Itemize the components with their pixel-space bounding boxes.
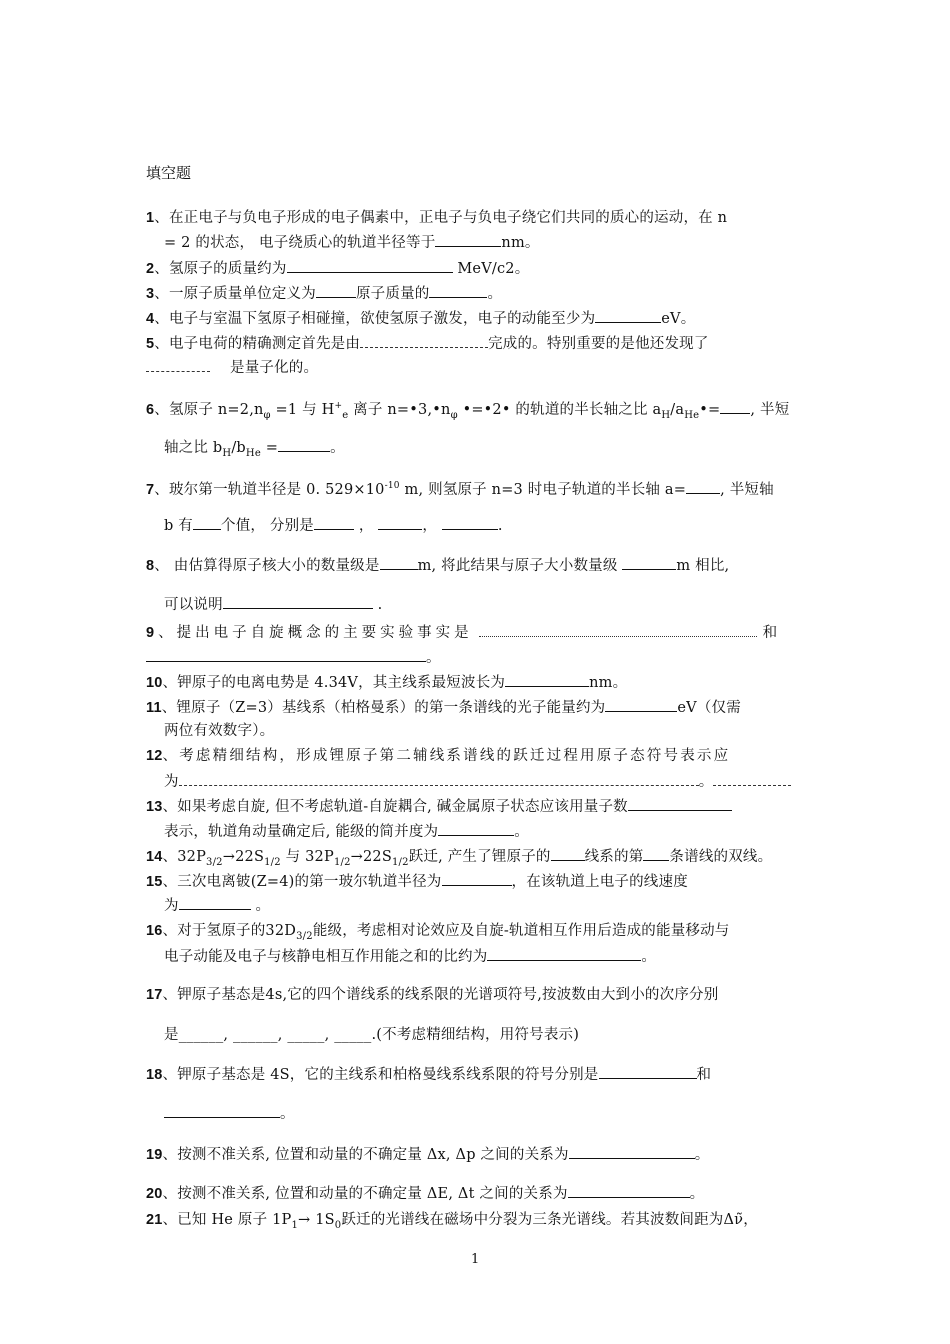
blank[interactable] — [442, 515, 498, 530]
question-6-cont: 轴之比 $b_H/b_{He}$ = 。 — [164, 437, 345, 464]
page-number: 1 — [471, 1252, 480, 1267]
question-5-cont: 是量子化的。 — [146, 357, 318, 378]
blank[interactable] — [314, 515, 354, 530]
question-1-cont: = 2 的状态， 电子绕质心的轨道半径等于 nm。 — [164, 232, 540, 253]
question-15-cont: 为 。 — [164, 895, 270, 916]
question-14: 14、$32P_{3/2}\to 22S_{1/2}$ 与 $32P_{1/2}\to 22S_{1/2}$跃迁, 产生了锂原子的 线系的第 条谱线的双线。 — [146, 846, 772, 873]
blank[interactable] — [146, 647, 426, 662]
blank[interactable] — [378, 515, 422, 530]
question-3: 3、一原子质量单位定义为 原子质量的 。 — [146, 283, 502, 304]
question-10: 10、钾原子的电离电势是 4.34V，其主线系最短波长为 nm。 — [146, 672, 627, 693]
question-17: 17、钾原子基态是4s,它的四个谱线系的线系限的光谱项符号,按波数由大到小的次序分别 — [146, 987, 719, 1003]
question-15: 15、三次电离铍(Z=4)的第一玻尔轨道半径为 ，在该轨道上电子的线速度 — [146, 871, 688, 892]
blank[interactable] — [316, 283, 356, 298]
blank[interactable] — [429, 283, 487, 298]
blank[interactable] — [720, 399, 750, 414]
question-18: 18、钾原子基态是 4S，它的主线系和柏格曼线系线系限的符号分别是 和 — [146, 1064, 711, 1085]
blank[interactable] — [479, 622, 757, 637]
blank[interactable] — [380, 555, 418, 570]
question-20: 20、按测不准关系, 位置和动量的不确定量 ΔE, Δt 之间的关系为 。 — [146, 1183, 704, 1204]
question-7-cont: b 有 个值， 分别是 ， ， . — [164, 515, 503, 536]
question-11: 11、锂原子（Z=3）基线系（柏格曼系）的第一条谱线的光子能量约为 eV（仅需 — [146, 697, 741, 718]
blank[interactable] — [179, 771, 699, 786]
question-13: 13、如果考虑自旋, 但不考虑轨道-自旋耦合, 碱金属原子状态应该用量子数 — [146, 796, 732, 817]
blank[interactable] — [568, 1183, 690, 1198]
blank[interactable] — [179, 895, 251, 910]
question-19: 19、按测不准关系, 位置和动量的不确定量 Δx, Δp 之间的关系为 。 — [146, 1144, 709, 1165]
question-8-cont: 可以说明 . — [164, 594, 382, 615]
blank[interactable] — [146, 357, 210, 372]
question-17-cont: 是______, ______, _____, _____.(不考虑精细结构，用符号表示) — [164, 1027, 580, 1043]
question-16: 16、对于氢原子的$32D_{3/2}$能级，考虑相对论效应及自旋-轨道相互作用后造成的能量移动与 — [146, 923, 730, 942]
question-21: 21、已知 He 原子 $1P_1\to 1S_0$跃迁的光谱线在磁场中分裂为三条光谱线。若其波数间距为Δν̃， — [146, 1212, 758, 1231]
blank[interactable] — [569, 1144, 695, 1159]
blank[interactable] — [223, 594, 373, 609]
blank[interactable] — [686, 479, 720, 494]
question-11-cont: 两位有效数字）。 — [164, 723, 275, 739]
question-2: 2、氢原子的质量约为 MeV/c2。 — [146, 258, 529, 279]
question-6: 6、氢原子 $n=2,n_\varphi =1$ 与 $H^+_e$ 离子 $n=•3,•n_\varphi$ •=•2• 的轨道的半长轴之比 $a_H/a_{He}•=$ , 半短 — [146, 401, 790, 421]
blank[interactable] — [628, 796, 732, 811]
question-13-cont: 表示，轨道角动量确定后, 能级的简并度为 。 — [164, 821, 529, 842]
blank[interactable] — [605, 697, 677, 712]
blank[interactable] — [622, 555, 676, 570]
blank[interactable] — [193, 515, 221, 530]
blank[interactable] — [278, 437, 330, 452]
blank[interactable] — [643, 846, 669, 861]
question-1: 1、在正电子与负电子形成的电子偶素中，正电子与负电子绕它们共同的质心的运动，在 n — [146, 210, 728, 226]
blank[interactable] — [599, 1064, 697, 1079]
question-7: 7、玻尔第一轨道半径是 0. $529\times 10^{-10}$ m, 则氢原子 n=3 时电子轨道的半长轴 a= , 半短轴 — [146, 481, 774, 498]
blank[interactable] — [551, 846, 585, 861]
question-16-cont: 电子动能及电子与核静电相互作用能之和的比约为 。 — [164, 946, 656, 967]
question-12: 12、考虑精细结构，形成锂原子第二辅线系谱线的跃迁过程用原子态符号表示应 — [146, 748, 731, 764]
blank[interactable] — [713, 771, 791, 786]
question-8: 8、 由估算得原子核大小的数量级是 m, 将此结果与原子大小数量级 m 相比, — [146, 555, 729, 576]
question-5: 5、电子电荷的精确测定首先是由 完成的。特别重要的是他还发现了 — [146, 333, 709, 354]
question-4: 4、电子与室温下氢原子相碰撞，欲使氢原子激发，电子的动能至少为 eV。 — [146, 308, 695, 329]
blank[interactable] — [164, 1103, 280, 1118]
blank[interactable] — [487, 946, 641, 961]
question-18-cont: 。 — [164, 1103, 295, 1124]
question-9-cont: 。 — [146, 647, 441, 668]
blank[interactable] — [442, 871, 512, 886]
section-title: 填空题 — [146, 164, 192, 182]
blank[interactable] — [505, 672, 589, 687]
blank[interactable] — [435, 232, 501, 247]
blank[interactable] — [287, 258, 453, 273]
blank[interactable] — [595, 308, 661, 323]
blank[interactable] — [438, 821, 514, 836]
blank[interactable] — [360, 333, 488, 348]
question-12-cont: 为 。 — [164, 771, 791, 792]
question-9: 9、提出电子自旋概念的主要实验事实是 和 — [146, 622, 781, 643]
